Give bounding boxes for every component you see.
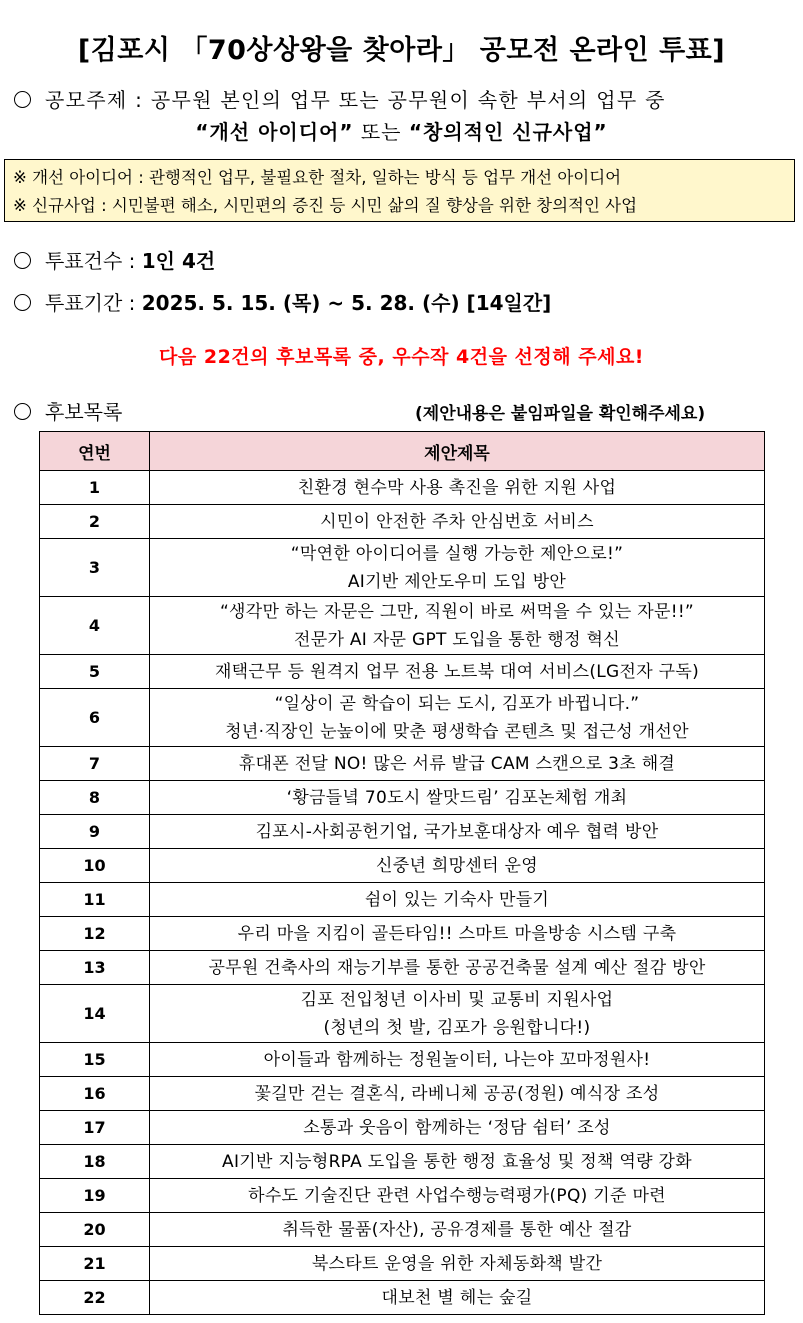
row-title: [150, 917, 765, 951]
table-row: [40, 747, 765, 781]
row-title-line: 전문가 AI 자문 GPT 도입을 통한 행정 혁신: [294, 629, 620, 650]
table-header-row: [40, 432, 765, 471]
row-title-line: 공무원 건축사의 재능기부를 통한 공공건축물 설계 예산 절감 방안: [208, 957, 706, 978]
table-row: [40, 1213, 765, 1247]
table-row: [40, 815, 765, 849]
row-number: 4: [40, 597, 150, 655]
row-title: [150, 471, 765, 505]
row-title: [150, 689, 765, 747]
row-title-line: 우리 마을 지킴이 골든타임!! 스마트 마을방송 시스템 구축: [237, 923, 677, 944]
row-title: [150, 747, 765, 781]
row-title-line: 휴대폰 전달 NO! 많은 서류 발급 CAM 스캔으로 3초 해결: [238, 753, 676, 774]
row-title-line: 김포시-사회공헌기업, 국가보훈대상자 예우 협력 방안: [255, 821, 659, 842]
candidates-label: 후보목록: [45, 400, 123, 424]
vote-count-line: [14, 245, 215, 274]
topic-connector: 또는: [360, 120, 402, 144]
row-title-line: 하수도 기술진단 관련 사업수행능력평가(PQ) 기준 마련: [248, 1185, 666, 1206]
row-title: [150, 597, 765, 655]
table-row: [40, 1043, 765, 1077]
row-title-line: 재택근무 등 원격지 업무 전용 노트북 대여 서비스(LG전자 구독): [214, 661, 700, 682]
table-row: [40, 1077, 765, 1111]
vote-period-label: 투표기간 :: [45, 291, 136, 315]
table-row: [40, 985, 765, 1043]
row-number: 10: [40, 849, 150, 883]
note-improvement: ※ 개선 아이디어 : 관행적인 업무, 불필요한 절차, 일하는 방식 등 업무 개선 아이디어: [13, 168, 622, 187]
topic-detail: [0, 116, 803, 145]
table-row: [40, 655, 765, 689]
row-number: 17: [40, 1111, 150, 1145]
vote-count-label: 투표건수 :: [45, 249, 136, 273]
row-title: [150, 1247, 765, 1281]
table-row: [40, 1111, 765, 1145]
row-title: [150, 985, 765, 1043]
row-title-line: (청년의 첫 발, 김포가 응원합니다!): [323, 1017, 591, 1038]
row-title: [150, 815, 765, 849]
row-title-line: “막연한 아이디어를 실행 가능한 제안으로!”: [290, 543, 624, 564]
table-row: [40, 597, 765, 655]
row-number: 14: [40, 985, 150, 1043]
circle-bullet-icon: [14, 252, 31, 269]
topic-label: 공모주제 : 공무원 본인의 업무 또는 공무원이 속한 부서의 업무 중: [45, 88, 666, 112]
table-row: [40, 471, 765, 505]
definition-note-box: [4, 159, 795, 222]
row-title-line: AI기반 지능형RPA 도입을 통한 행정 효율성 및 정책 역량 강화: [222, 1151, 692, 1172]
table-row: [40, 781, 765, 815]
row-title: [150, 1213, 765, 1247]
row-title: [150, 1077, 765, 1111]
row-title-line: 북스타트 운영을 위한 자체동화책 발간: [311, 1253, 603, 1274]
row-number: 20: [40, 1213, 150, 1247]
row-title-line: “일상이 곧 학습이 되는 도시, 김포가 바뀝니다.”: [274, 693, 640, 714]
row-title: [150, 1179, 765, 1213]
row-title-line: ‘황금들녘 70도시 쌀맛드림’ 김포논체험 개최: [286, 787, 628, 808]
row-title: [150, 1111, 765, 1145]
row-title: [150, 1145, 765, 1179]
row-title-line: 소통과 웃음이 함께하는 ‘정담 쉼터’ 조성: [303, 1117, 611, 1138]
row-title-line: 꽃길만 걷는 결혼식, 라베니체 공공(정원) 예식장 조성: [254, 1083, 660, 1104]
row-number: 11: [40, 883, 150, 917]
vote-period-value: 2025. 5. 15. (목) ~ 5. 28. (수) [14일간]: [141, 291, 552, 315]
row-number: 15: [40, 1043, 150, 1077]
table-row: [40, 539, 765, 597]
header-title: 제안제목: [150, 432, 765, 471]
row-title-line: “생각만 하는 자문은 그만, 직원이 바로 써먹을 수 있는 자문!!”: [219, 601, 695, 622]
row-title: [150, 781, 765, 815]
row-number: 1: [40, 471, 150, 505]
row-number: 22: [40, 1281, 150, 1315]
row-title-line: 시민이 안전한 주차 안심번호 서비스: [320, 511, 594, 532]
table-row: [40, 689, 765, 747]
row-title-line: 대보천 별 헤는 숲길: [381, 1287, 533, 1308]
candidates-heading: [14, 396, 122, 425]
row-title-line: 청년·직장인 눈높이에 맞춘 평생학습 콘텐츠 및 접근성 개선안: [225, 721, 689, 742]
row-title-line: 쉼이 있는 기숙사 만들기: [364, 889, 550, 910]
row-number: 18: [40, 1145, 150, 1179]
topic-line: [14, 84, 666, 113]
table-row: [40, 1145, 765, 1179]
row-number: 5: [40, 655, 150, 689]
row-number: 16: [40, 1077, 150, 1111]
row-title: [150, 883, 765, 917]
attachment-note: (제안내용은 붙임파일을 확인해주세요): [415, 404, 706, 424]
row-number: 3: [40, 539, 150, 597]
row-title: [150, 505, 765, 539]
topic-quote-improvement: “개선 아이디어”: [195, 120, 354, 144]
table-row: [40, 1247, 765, 1281]
table-row: [40, 917, 765, 951]
header-number: 연번: [40, 432, 150, 471]
table-row: [40, 883, 765, 917]
vote-period-line: [14, 287, 551, 316]
row-title: [150, 849, 765, 883]
topic-quote-new-business: “창의적인 신규사업”: [408, 120, 608, 144]
table-row: [40, 849, 765, 883]
row-number: 13: [40, 951, 150, 985]
row-title: [150, 539, 765, 597]
selection-instruction: 다음 22건의 후보목록 중, 우수작 4건을 선정해 주세요!: [159, 346, 644, 368]
note-new-business: ※ 신규사업 : 시민불편 해소, 시민편의 증진 등 시민 삶의 질 향상을 위한 창의적인 사업: [13, 196, 638, 215]
row-title: [150, 655, 765, 689]
vote-count-value: 1인 4건: [141, 249, 216, 273]
row-title-line: AI기반 제안도우미 도입 방안: [347, 571, 567, 592]
row-number: 9: [40, 815, 150, 849]
row-number: 7: [40, 747, 150, 781]
row-number: 12: [40, 917, 150, 951]
row-number: 6: [40, 689, 150, 747]
circle-bullet-icon: [14, 403, 31, 420]
row-title-line: 김포 전입청년 이사비 및 교통비 지원사업: [300, 989, 614, 1010]
circle-bullet-icon: [14, 294, 31, 311]
row-title: [150, 951, 765, 985]
row-number: 21: [40, 1247, 150, 1281]
candidates-table-body: [40, 471, 765, 1315]
row-number: 8: [40, 781, 150, 815]
row-title: [150, 1281, 765, 1315]
row-title-line: 친환경 현수막 사용 촉진을 위한 지원 사업: [297, 477, 617, 498]
candidates-table: [39, 431, 765, 1315]
circle-bullet-icon: [14, 91, 31, 108]
row-title-line: 신중년 희망센터 운영: [376, 855, 538, 876]
row-number: 19: [40, 1179, 150, 1213]
row-title-line: 아이들과 함께하는 정원놀이터, 나는야 꼬마정원사!: [263, 1049, 651, 1070]
table-row: [40, 1281, 765, 1315]
table-row: [40, 505, 765, 539]
row-number: 2: [40, 505, 150, 539]
row-title: [150, 1043, 765, 1077]
row-title-line: 취득한 물품(자산), 공유경제를 통한 예산 절감: [282, 1219, 632, 1240]
table-row: [40, 951, 765, 985]
page-title: [김포시 「70상상왕을 찾아라」 공모전 온라인 투표]: [77, 35, 726, 66]
table-row: [40, 1179, 765, 1213]
